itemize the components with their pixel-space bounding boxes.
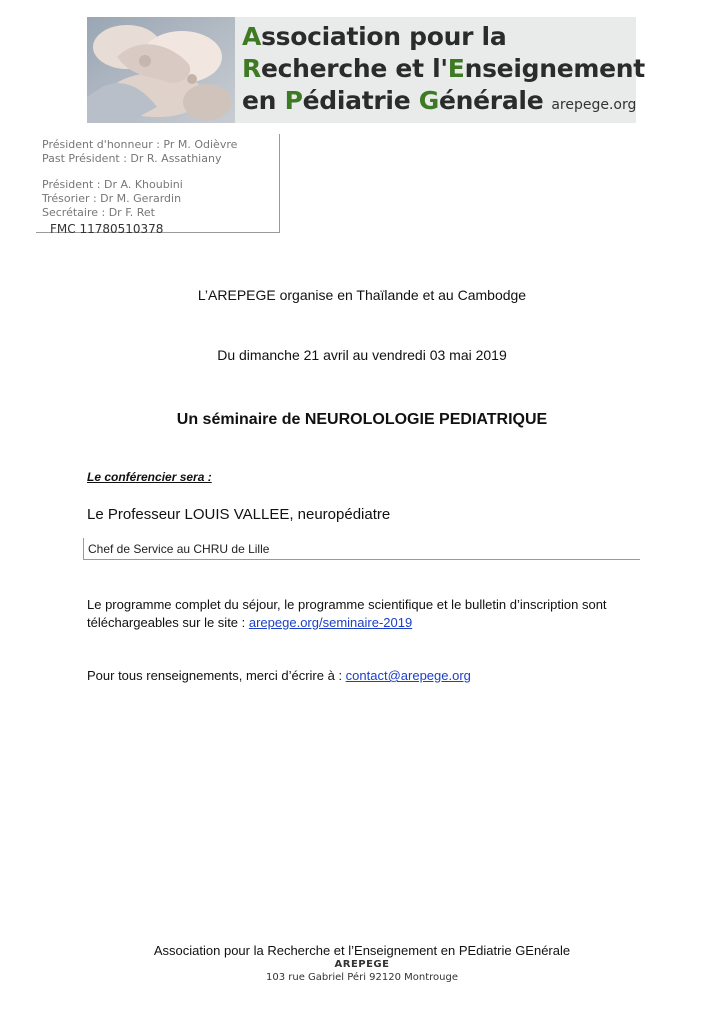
program-line-2-text: téléchargeables sur le site : <box>87 615 249 630</box>
program-line-1: Le programme complet du séjour, le programme scientifique et le bulletin d’inscription sont <box>87 597 607 612</box>
officer-treasurer: Trésorier : Dr M. Gerardin <box>42 192 182 205</box>
fmc-number: FMC 11780510378 <box>50 222 164 236</box>
speaker-role-box <box>83 538 640 560</box>
contact-line <box>87 668 471 683</box>
seminar-title: Un séminaire de NEUROLOLOGIE PEDIATRIQUE <box>176 411 548 428</box>
footer-association: Association pour la Recherche et l’Enseignement en PEdiatrie GEnérale <box>153 943 571 958</box>
banner-site: arepege.org <box>551 97 637 113</box>
banner-line-3: en Pédiatrie Générale arepege.org <box>242 86 637 115</box>
banner-title <box>242 21 645 121</box>
intro-line: L’AREPEGE organise en Thaïlande et au Cambodge <box>197 287 527 303</box>
officer-past-president: Past Président : Dr R. Assathiany <box>42 152 222 165</box>
speaker-name: Le Professeur LOUIS VALLEE, neuropédiatre <box>87 506 391 523</box>
contact-text: Pour tous renseignements, merci d’écrire à : <box>87 668 346 683</box>
banner-line-2: Recherche et l'Enseignement <box>242 54 645 83</box>
program-line-2 <box>87 615 412 630</box>
officer-honorary: Président d'honneur : Pr M. Odièvre <box>42 138 238 151</box>
speaker-heading: Le conférencier sera : <box>87 470 212 484</box>
officers-box <box>36 134 280 233</box>
footer-acronym: AREPEGE <box>334 959 390 970</box>
contact-email-link[interactable]: contact@arepege.org <box>345 668 471 683</box>
officer-secretary: Secrétaire : Dr F. Ret <box>42 206 155 219</box>
footer-address: 103 rue Gabriel Péri 92120 Montrouge <box>265 972 458 983</box>
banner-line-1: Association pour la <box>242 22 507 51</box>
program-link[interactable]: arepege.org/seminaire-2019 <box>248 615 413 630</box>
speaker-role: Chef de Service au CHRU de Lille <box>88 542 270 556</box>
officer-president: Président : Dr A. Khoubini <box>42 178 183 191</box>
dates-line: Du dimanche 21 avril au vendredi 03 mai 2019 <box>217 347 507 363</box>
banner-line-1-rest: ssociation pour la <box>261 22 507 51</box>
baby-photo <box>87 17 235 123</box>
header-banner <box>87 17 645 123</box>
